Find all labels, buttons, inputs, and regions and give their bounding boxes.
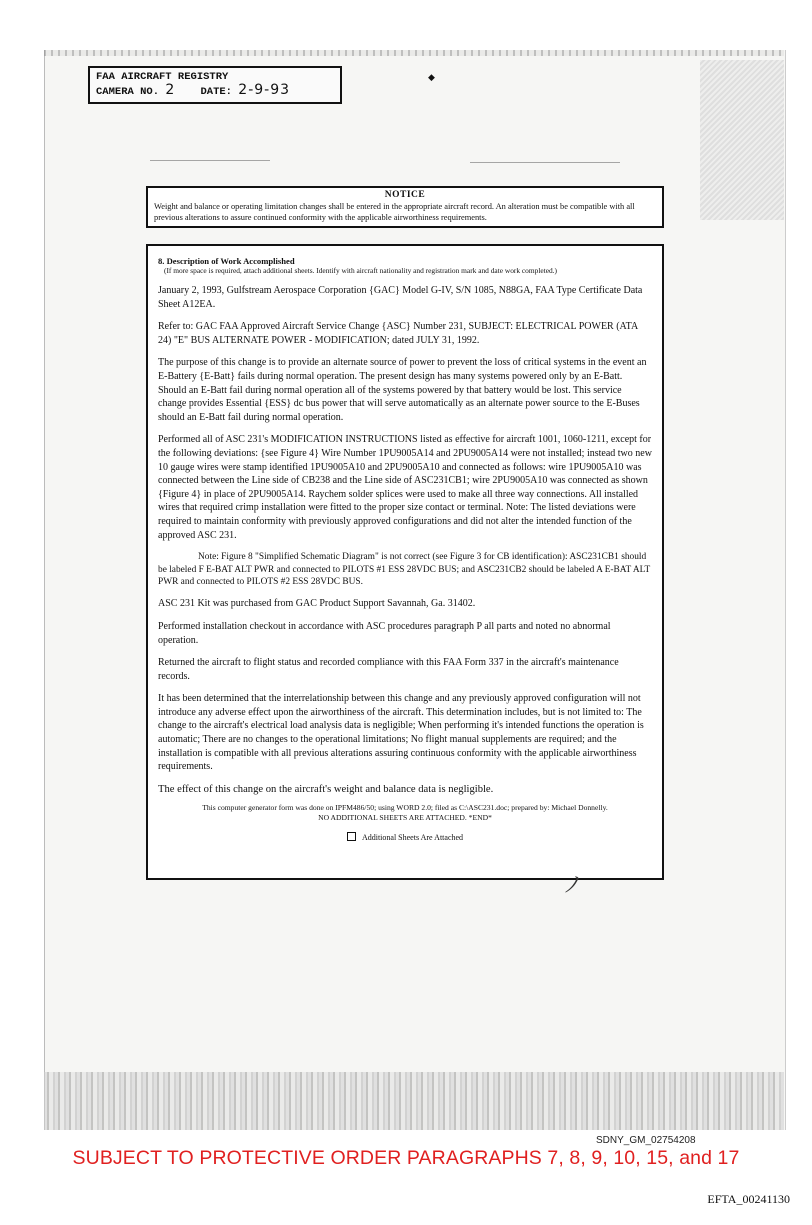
section-heading: 8. Description of Work Accomplished xyxy=(158,256,295,266)
speck-mark: ◆ xyxy=(428,72,435,82)
notice-text: Weight and balance or operating limitation changes shall be entered in the appropriate aircraft record. An alteration must be compatible with all previous alterations to assure continued conformity with the applicable airworthiness requirements. xyxy=(154,202,635,222)
paragraph: ASC 231 Kit was purchased from GAC Product Support Savannah, Ga. 31402. xyxy=(158,598,476,610)
notice-box xyxy=(146,186,664,228)
additional-sheets-label: Additional Sheets Are Attached xyxy=(361,833,464,843)
scan-noise-bottom xyxy=(44,1072,784,1130)
paragraph: It has been determined that the interrelationship between this change and any previously approved configuration will not introduce any adverse effect upon the airworthiness of the aircraft. This determination includes, but is not limited to: The change to the aircraft's electrical load analysis data is negligible; When performing it's intended functions the operation is automatic; There are no changes to the operational limitations; No flight manual supplements are required; and the installation is compatible with all previous alterations assuring continuous conformity with the applicable airworthiness requirements. xyxy=(158,693,644,773)
additional-sheets-row xyxy=(158,831,652,845)
scan-noise-right xyxy=(700,60,784,220)
description-box xyxy=(146,244,664,880)
paragraph: Performed all of ASC 231's MODIFICATION INSTRUCTIONS listed as effective for aircraft 1001, 1060-1211, except for the following deviations: {see Figure 4} Wire Number 1PU9005A14 and 2PU9005A14 were not installed; instead two new 10 gauge wires were stamp identified 1PU9005A10 and 2PU9005A10 and connected as follows: wire 1PU9005A10 was connected between the Line side of CB238 and the Line side of ASC231CB1; wire 2PU9005A10 was connected as shown {Figure 4} in place of 2PU9005A14. Raychem solder splices were used to make all three way connections. All installed wires that required crimp installation were fitted to the proper size contact or terminal. Note: The listed deviations were required to maintain conformity with previously approved configurations and did not alter the intended function of the approved ASC 231. xyxy=(158,434,652,541)
paragraph: Returned the aircraft to flight status and recorded compliance with this FAA Form 337 in the aircraft's maintenance records. xyxy=(158,657,619,682)
protective-order-notice: SUBJECT TO PROTECTIVE ORDER PARAGRAPHS 7, 8, 9, 10, 15, and 17 xyxy=(72,1147,740,1169)
scan-noise-top xyxy=(44,50,784,56)
additional-sheets-checkbox[interactable] xyxy=(347,832,356,841)
paragraph: January 2, 1993, Gulfstream Aerospace Corporation {GAC} Model G-IV, S/N 1085, N88GA, FAA Type Certificate Data Sheet A12EA. xyxy=(158,285,643,310)
faint-rule xyxy=(150,160,270,161)
handwritten-mark: ノ xyxy=(562,873,585,898)
document-id: SDNY_GM_02754208 xyxy=(596,1135,696,1146)
note-paragraph: Note: Figure 8 "Simplified Schematic Diagram" is not correct (see Figure 3 for CB identification): ASC231CB1 should be labeled F E-BAT ALT PWR and connected to PILOTS #1 ESS 28VDC BUS; and ASC231CB2 should be labeled A E-BAT ALT PWR and connected to PILOTS #2 ESS 28VDC BUS. xyxy=(158,552,651,587)
stamp-date: 2-9-93 xyxy=(238,82,291,98)
section-subheading: (If more space is required, attach additional sheets. Identify with aircraft nationality and registration mark and date work completed.) xyxy=(164,266,557,275)
camera-number: 2 xyxy=(165,82,176,98)
bates-number: EFTA_00241130 xyxy=(707,1192,790,1206)
notice-title: NOTICE xyxy=(384,190,426,200)
date-label: DATE: xyxy=(200,86,232,98)
registry-stamp xyxy=(88,66,342,104)
paragraph: Refer to: GAC FAA Approved Aircraft Service Change {ASC} Number 231, SUBJECT: ELECTRICAL POWER (ATA 24) "E" BUS ALTERNATE POWER - MODIFICATION; dated JULY 31, 1992. xyxy=(158,321,638,346)
computer-note: This computer generator form was done on IPFM486/50; using WORD 2.0; filed as C:\ASC231.doc; prepared by: Michael Donnelly. xyxy=(202,803,608,813)
effect-statement: The effect of this change on the aircraft's weight and balance data is negligible. xyxy=(158,783,494,795)
stamp-line1: FAA AIRCRAFT REGISTRY xyxy=(96,71,229,83)
no-sheets-note: NO ADDITIONAL SHEETS ARE ATTACHED. *END* xyxy=(318,813,492,823)
paragraph: Performed installation checkout in accordance with ASC procedures paragraph P all parts and noted no abnormal operation. xyxy=(158,620,611,646)
paragraph: The purpose of this change is to provide an alternate source of power to prevent the loss of critical systems in the event an E-Battery {E-Batt} fails during normal operation. The present design has many systems powered only by an E-Batt. Should an E-Batt fail during normal operation all of the systems powered by that battery would be lost. This service change provides Essential {ESS} dc bus power that will serve automatically as an alternate power source to the E-Buses should an E-Batt fail during normal operation. xyxy=(158,357,647,423)
stamp-line2 xyxy=(96,84,334,99)
faint-rule xyxy=(470,162,620,163)
camera-label: CAMERA NO. xyxy=(96,86,160,98)
